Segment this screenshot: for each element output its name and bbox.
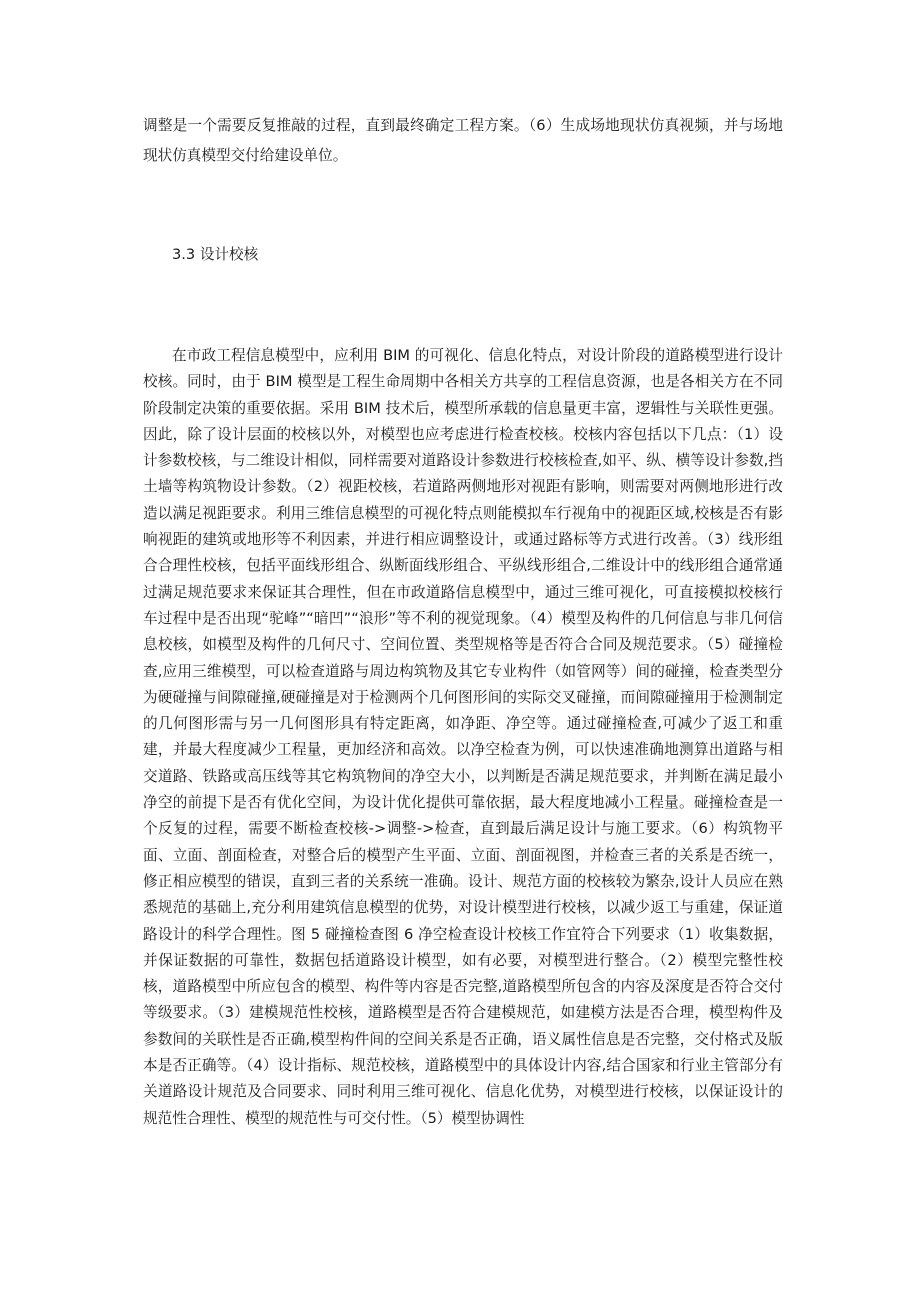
intro-paragraph: 调整是一个需要反复推敲的过程，直到最终确定工程方案。（6）生成场地现状仿真视频，并与场地现状仿真模型交付给建设单位。 bbox=[143, 117, 783, 164]
body-paragraph: 在市政工程信息模型中，应利用 BIM 的可视化、信息化特点，对设计阶段的道路模型进行设计校核。同时，由于 BIM 模型是工程生命周期中各相关方共享的工程信息资源，也是各相关方在不同阶段制定决策的重要依据。采用 BIM 技术后，模型所承载的信息量更丰富，逻辑性与关联性更强。因此，除了设计层面的校核以外，对模型也应考虑进行检查校核。校核内容包括以下几点：（1）设计参数校核，与二维设计相似，同样需要对道路设计参数进行校核检查,如平、纵、横等设计参数,挡土墙等构筑物设计参数。（2）视距校核，若道路两侧地形对视距有影响，则需要对两侧地形进行改造以满足视距要求。利用三维信息模型的可视化特点则能模拟车行视角中的视距区域,校核是否有影响视距的建筑或地形等不利因素，并进行相应调整设计，或通过路标等方式进行改善。（3）线形组合合理性校核，包括平面线形组合、纵断面线形组合、平纵线形组合,二维设计中的线形组合通常通过满足规范要求来保证其合理性，但在市政道路信息模型中，通过三维可视化，可直接模拟校核行车过程中是否出现“驼峰”“暗凹”“浪形”等不利的视觉现象。（4）模型及构件的几何信息与非几何信息校核，如模型及构件的几何尺寸、空间位置、类型规格等是否符合合同及规范要求。（5）碰撞检查,应用三维模型，可以检查道路与周边构筑物及其它专业构件（如管网等）间的碰撞，检查类型分为硬碰撞与间隙碰撞,硬碰撞是对于检测两个几何图形间的实际交叉碰撞，而间隙碰撞用于检测制定的几何图形需与另一几何图形具有特定距离，如净距、净空等。通过碰撞检查,可减少了返工和重建，并最大程度减少工程量，更加经济和高效。以净空检查为例，可以快速准确地测算出道路与相交道路、铁路或高压线等其它构筑物间的净空大小，以判断是否满足规范要求，并判断在满足最小净空的前提下是否有优化空间，为设计优化提供可靠依据，最大程度地减小工程量。碰撞检查是一个反复的过程，需要不断检查校核->调整->检查，直到最后满足设计与施工要求。（6）构筑物平面、立面、剖面检查，对整合后的模型产生平面、立面、剖面视图，并检查三者的关系是否统一，修正相应模型的错误，直到三者的关系统一准确。设计、规范方面的校核较为繁杂,设计人员应在熟悉规范的基础上,充分利用建筑信息模型的优势，对设计模型进行校核，以减少返工与重建，保证道路设计的科学合理性。图 5 碰撞检查图 6 净空检查设计校核工作宜符合下列要求（1）收集数据，并保证数据的可靠性，数据包括道路设计模型，如有必要，对模型进行整合。（2）模型完整性校核，道路模型中所应包含的模型、构件等内容是否完整,道路模型所包含的内容及深度是否符合交付等级要求。（3）建模规范性校核，道路模型是否符合建模规范，如建模方法是否合理，模型构件及参数间的关联性是否正确,模型构件间的空间关系是否正确，语义属性信息是否完整，交付格式及版本是否正确等。（4）设计指标、规范校核，道路模型中的具体设计内容,结合国家和行业主管部分有关道路设计规范及合同要求、同时利用三维可视化、信息化优势，对模型进行校核，以保证设计的规范性合理性、模型的规范性与可交付性。（5）模型协调性 bbox=[143, 347, 783, 1127]
section-heading: 3.3 设计校核 bbox=[172, 246, 259, 263]
